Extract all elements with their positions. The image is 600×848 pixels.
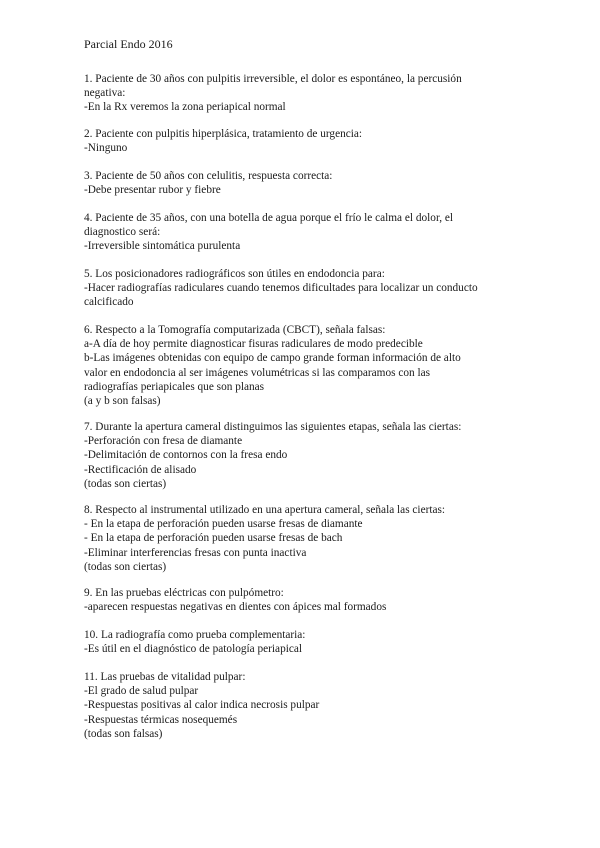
question-text: 9. En las pruebas eléctricas con pulpómetro:	[84, 587, 284, 599]
answer-line: diagnostico será:	[84, 226, 161, 239]
answer-line: -Respuestas térmicas nosequemés	[84, 713, 238, 726]
answer-line: -Es útil en el diagnóstico de patología periapical	[84, 643, 303, 656]
answer-line: -Rectificación de alisado	[84, 463, 197, 476]
answer-line: -Delimitación de contornos con la fresa endo	[84, 449, 288, 462]
answer-line: - En la etapa de perforación pueden usarse fresas de diamante	[84, 518, 363, 531]
answer-line: -Hacer radiografías radiculares cuando tenemos dificultades para localizar un conducto	[84, 282, 478, 295]
question-text: 10. La radiografía como prueba complementaria:	[84, 629, 306, 641]
answer-line: -En la Rx veremos la zona periapical normal	[84, 101, 286, 114]
answer-line: -Perforación con fresa de diamante	[84, 435, 243, 448]
answer-line: -Eliminar interferencias fresas con punta inactiva	[84, 546, 307, 559]
answer-line: a-A día de hoy permite diagnosticar fisuras radiculares de modo predecible	[84, 338, 423, 351]
answer-line: -aparecen respuestas negativas en dientes con ápices mal formados	[84, 601, 387, 614]
question-text: 7. Durante la apertura cameral distinguimos las siguientes etapas, señala las ciertas:	[84, 421, 462, 433]
answer-line: b-Las imágenes obtenidas con equipo de campo grande forman información de alto	[84, 352, 461, 365]
answer-line: negativa:	[84, 87, 126, 100]
question-text: 8. Respecto al instrumental utilizado en una apertura cameral, señala las ciertas:	[84, 504, 446, 516]
answer-line: calcificado	[84, 296, 134, 309]
answer-line: (todas son falsas)	[84, 727, 163, 740]
answer-line: (todas son ciertas)	[84, 560, 167, 573]
question-text: 11. Las pruebas de vitalidad pulpar:	[84, 671, 246, 683]
answer-line: -El grado de salud pulpar	[84, 685, 199, 698]
answer-line: (todas son ciertas)	[84, 477, 167, 490]
answer-line: -Respuestas positivas al calor indica necrosis pulpar	[84, 699, 320, 712]
answer-line: - En la etapa de perforación pueden usarse fresas de bach	[84, 532, 343, 545]
question-text: 1. Paciente de 30 años con pulpitis irreversible, el dolor es espontáneo, la percusión	[84, 73, 462, 85]
document-title: Parcial Endo 2016	[84, 37, 173, 51]
question-text: 4. Paciente de 35 años, con una botella de agua porque el frío le calma el dolor, el	[84, 212, 454, 224]
answer-line: (a y b son falsas)	[84, 395, 161, 407]
question-text: 6. Respecto a la Tomografía computarizada (CBCT), señala falsas:	[84, 324, 386, 336]
answer-line: -Ninguno	[84, 142, 128, 155]
answer-line: -Irreversible sintomática purulenta	[84, 240, 241, 253]
question-text: 2. Paciente con pulpitis hiperplásica, tratamiento de urgencia:	[84, 128, 363, 140]
answer-line: -Debe presentar rubor y fiebre	[84, 184, 221, 197]
answer-line: valor en endodoncia al ser imágenes volumétricas si las comparamos con las	[84, 366, 431, 379]
answer-line: radiografías periapicales que son planas	[84, 380, 265, 393]
question-text: 3. Paciente de 50 años con celulitis, respuesta correcta:	[84, 170, 333, 182]
question-text: 5. Los posicionadores radiográficos son útiles en endodoncia para:	[84, 268, 385, 280]
